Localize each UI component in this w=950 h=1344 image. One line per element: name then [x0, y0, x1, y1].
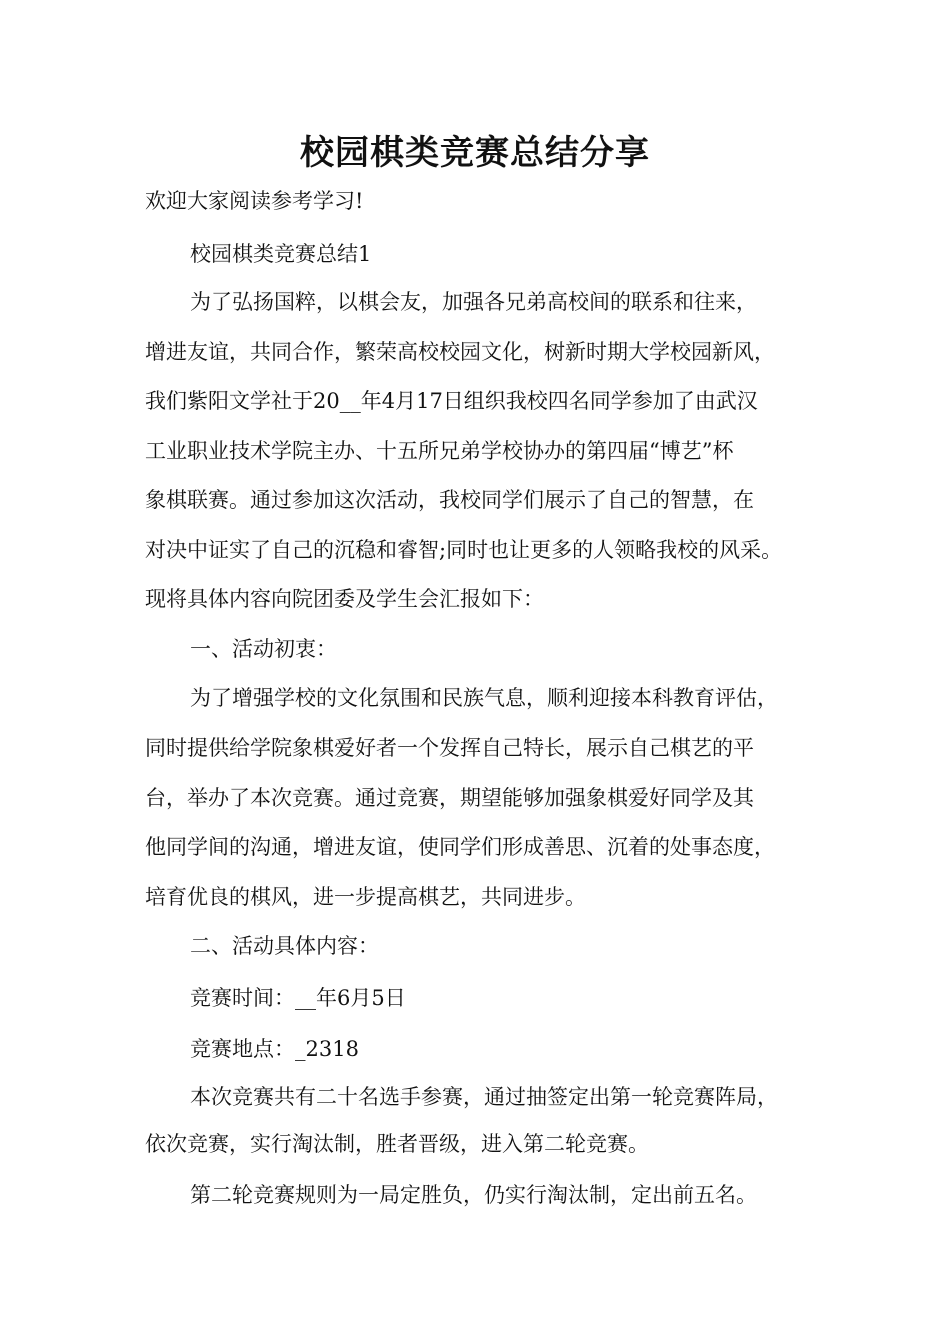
- paragraph-line: 我们紫阳文学社于20__年4月17日组织我校四名同学参加了由武汉: [145, 389, 758, 413]
- paragraph-line: 培育优良的棋风，进一步提高棋艺，共同进步。: [145, 885, 586, 909]
- section-heading: 校园棋类竞赛总结1: [190, 242, 372, 266]
- page-title: 校园棋类竞赛总结分享: [300, 133, 650, 173]
- paragraph-line: 增进友谊，共同合作，繁荣高校校园文化，树新时期大学校园新风，: [145, 340, 775, 364]
- paragraph-line: 台，举办了本次竞赛。通过竞赛，期望能够加强象棋爱好同学及其: [145, 786, 754, 810]
- intro-text: 欢迎大家阅读参考学习!: [145, 189, 364, 213]
- paragraph-line: 对决中证实了自己的沉稳和睿智;同时也让更多的人领略我校的风采。: [145, 538, 783, 562]
- paragraph-line: 工业职业技术学院主办、十五所兄弟学校协办的第四届“博艺”杯: [145, 439, 734, 463]
- competition-time: 竞赛时间：__年6月5日: [190, 986, 406, 1010]
- paragraph-line: 本次竞赛共有二十名选手参赛，通过抽签定出第一轮竞赛阵局，: [190, 1085, 778, 1109]
- heading-activity-purpose: 一、活动初衷：: [190, 637, 337, 661]
- paragraph-line: 同时提供给学院象棋爱好者一个发挥自己特长，展示自己棋艺的平: [145, 736, 754, 760]
- paragraph-line: 为了增强学校的文化氛围和民族气息，顺利迎接本科教育评估，: [190, 686, 778, 710]
- paragraph-line: 依次竞赛，实行淘汰制，胜者晋级，进入第二轮竞赛。: [145, 1132, 649, 1156]
- paragraph-line: 第二轮竞赛规则为一局定胜负，仍实行淘汰制，定出前五名。: [190, 1183, 757, 1207]
- paragraph-line: 为了弘扬国粹，以棋会友，加强各兄弟高校间的联系和往来，: [190, 290, 757, 314]
- paragraph-line: 现将具体内容向院团委及学生会汇报如下：: [145, 587, 544, 611]
- paragraph-line: 象棋联赛。通过参加这次活动，我校同学们展示了自己的智慧，在: [145, 488, 754, 512]
- heading-activity-content: 二、活动具体内容：: [190, 934, 379, 958]
- paragraph-line: 他同学间的沟通，增进友谊，使同学们形成善思、沉着的处事态度，: [145, 835, 775, 859]
- competition-place: 竞赛地点：_2318: [190, 1037, 359, 1061]
